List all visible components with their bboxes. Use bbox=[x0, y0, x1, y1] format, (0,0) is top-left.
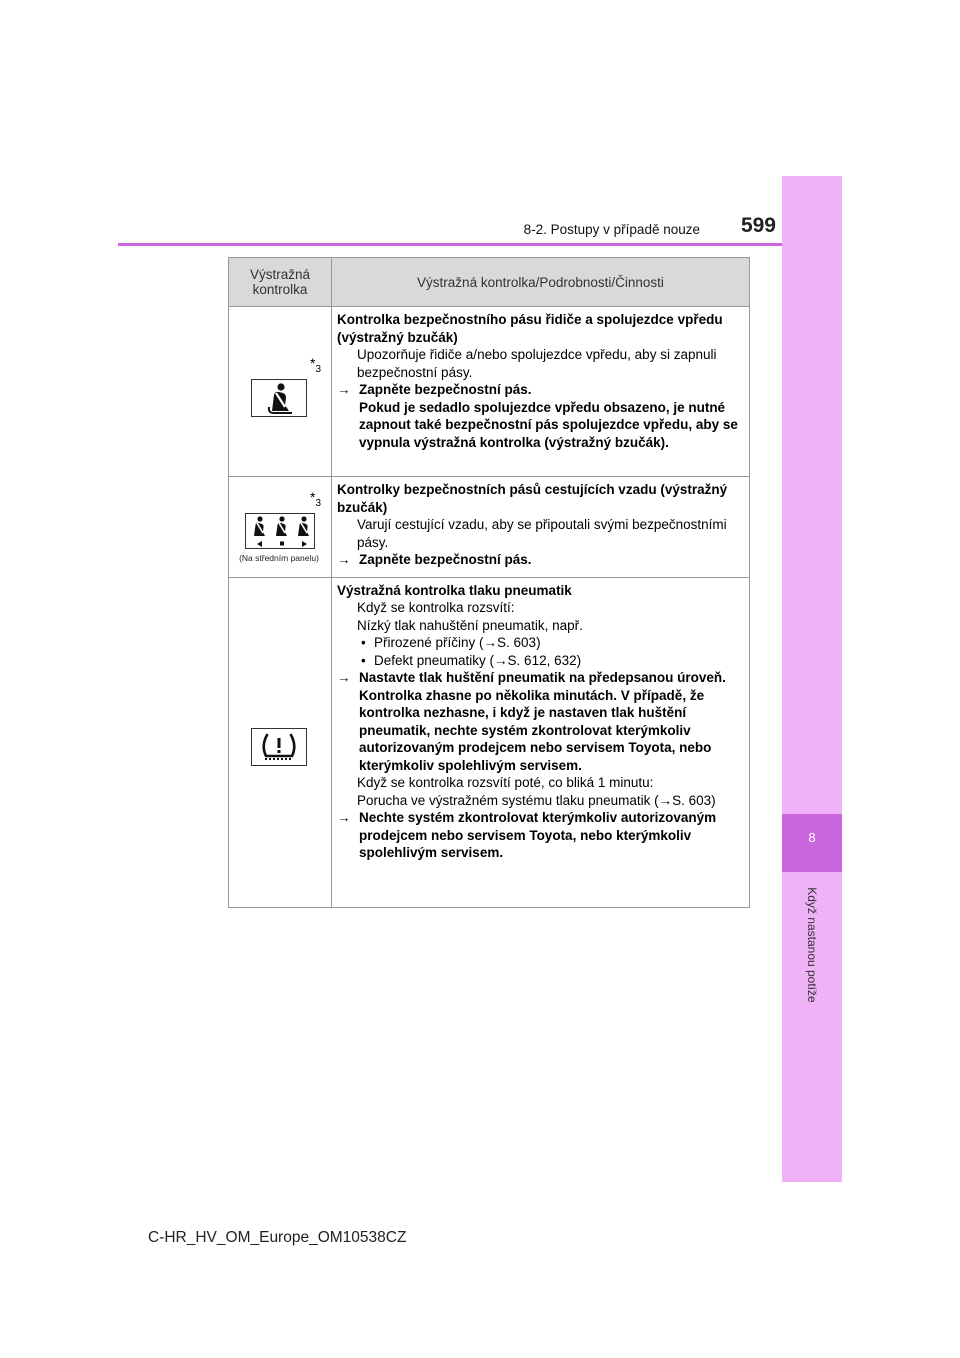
page-number: 599 bbox=[740, 214, 776, 237]
row-title: Výstražná kontrolka tlaku pneumatik bbox=[337, 582, 572, 598]
condition-text: Porucha ve výstražném systému tlaku pneumatik (→S. 603) bbox=[357, 792, 716, 808]
action-text: Zapněte bezpečnostní pás. bbox=[359, 552, 532, 567]
row-title: Kontrolka bezpečnostního pásu řidiče a spolujezdce vpředu (výstražný bzučák) bbox=[337, 312, 723, 345]
column-header-indicator: Výstražná kontrolka bbox=[229, 258, 332, 307]
details-cell bbox=[332, 477, 750, 578]
footnote-number: 3 bbox=[315, 363, 321, 375]
action-line bbox=[337, 551, 744, 569]
row-description: Varují cestující vzadu, aby se připoutali svými bezpečnostními pásy. bbox=[357, 517, 727, 550]
footnote-marker bbox=[310, 355, 321, 375]
condition-text: Když se kontrolka rozsvítí poté, co bliká 1 minutu: bbox=[357, 775, 654, 790]
chapter-label: Když nastanou potíže bbox=[805, 887, 819, 1003]
column-header-details: Výstražná kontrolka/Podrobnosti/Činnosti bbox=[332, 258, 750, 307]
condition-text: Nízký tlak nahuštění pneumatik, např. bbox=[357, 617, 583, 633]
arrow-symbol: → bbox=[337, 810, 351, 825]
star-symbol: * bbox=[309, 355, 316, 371]
action-text: Nechte systém zkontrolovat kterýmkoliv autorizovaným prodejcem nebo servisem Toyota, nebo kterýmkoliv spolehlivým servisem. bbox=[359, 810, 717, 860]
condition-text: Když se kontrolka rozsvítí: bbox=[357, 600, 515, 615]
arrow-symbol: → bbox=[337, 552, 351, 567]
arrow-symbol: → bbox=[337, 670, 351, 685]
chapter-number: 8 bbox=[808, 830, 816, 845]
bullet-symbol: • bbox=[361, 635, 366, 650]
row-title: Kontrolky bezpečnostních pásů cestujících vzadu (výstražný bzučák) bbox=[337, 482, 728, 515]
arrow-symbol: → bbox=[337, 382, 351, 397]
document-code: C-HR_HV_OM_Europe_OM10538CZ bbox=[148, 1229, 407, 1246]
details-cell bbox=[332, 307, 750, 477]
icon-caption: (Na středním panelu) bbox=[239, 553, 319, 563]
bullet-text: Defekt pneumatiky (→S. 612, 632) bbox=[374, 652, 582, 668]
section-title: 8-2. Postupy v případě nouze bbox=[523, 222, 700, 237]
star-symbol: * bbox=[309, 489, 316, 505]
rear-seatbelts-icon bbox=[245, 513, 315, 549]
action-text: Nastavte tlak huštění pneumatik na předepsanou úroveň. bbox=[359, 670, 726, 685]
action-text: Zapněte bezpečnostní pás. bbox=[359, 382, 532, 397]
table-header-row bbox=[229, 258, 750, 307]
table-row bbox=[229, 477, 750, 578]
indicator-cell bbox=[229, 307, 332, 477]
action-line bbox=[337, 381, 744, 399]
bullet-symbol: • bbox=[361, 652, 366, 668]
action-line bbox=[337, 669, 744, 687]
details-cell bbox=[332, 577, 750, 907]
seatbelt-icon bbox=[251, 379, 307, 417]
footnote-marker bbox=[310, 489, 321, 509]
action-note: Pokud je sedadlo spolujezdce vpředu obsazeno, je nutné zapnout také bezpečnostní pás spolujezdce vpředu, aby se vypnula výstražná kontrolka (výstražný bzučák). bbox=[359, 399, 738, 450]
indicator-cell bbox=[229, 577, 332, 907]
tire-pressure-icon bbox=[251, 728, 307, 766]
action-line bbox=[337, 809, 744, 862]
table-row bbox=[229, 307, 750, 477]
bullet-item bbox=[337, 634, 744, 652]
table-row bbox=[229, 577, 750, 907]
header-rule bbox=[118, 243, 782, 246]
footnote-number: 3 bbox=[315, 497, 321, 509]
chapter-side-tab bbox=[782, 176, 842, 1182]
bullet-item bbox=[337, 652, 744, 670]
indicator-cell bbox=[229, 477, 332, 578]
action-note: Kontrolka zhasne po několika minutách. V případě, že kontrolka nezhasne, i když je nastaven tlak huštění pneumatik, nechte systém zkontrolovat kterýmkoliv autorizovaným prodejcem nebo servisem Toyota, nebo kterýmkoliv spolehlivým servisem. bbox=[359, 687, 712, 773]
row-description: Upozorňuje řidiče a/nebo spolujezdce vpředu, aby si zapnuli bezpečnostní pásy. bbox=[357, 347, 717, 380]
bullet-text: Přirozené příčiny (→S. 603) bbox=[374, 635, 541, 650]
warning-lights-table bbox=[228, 257, 750, 908]
